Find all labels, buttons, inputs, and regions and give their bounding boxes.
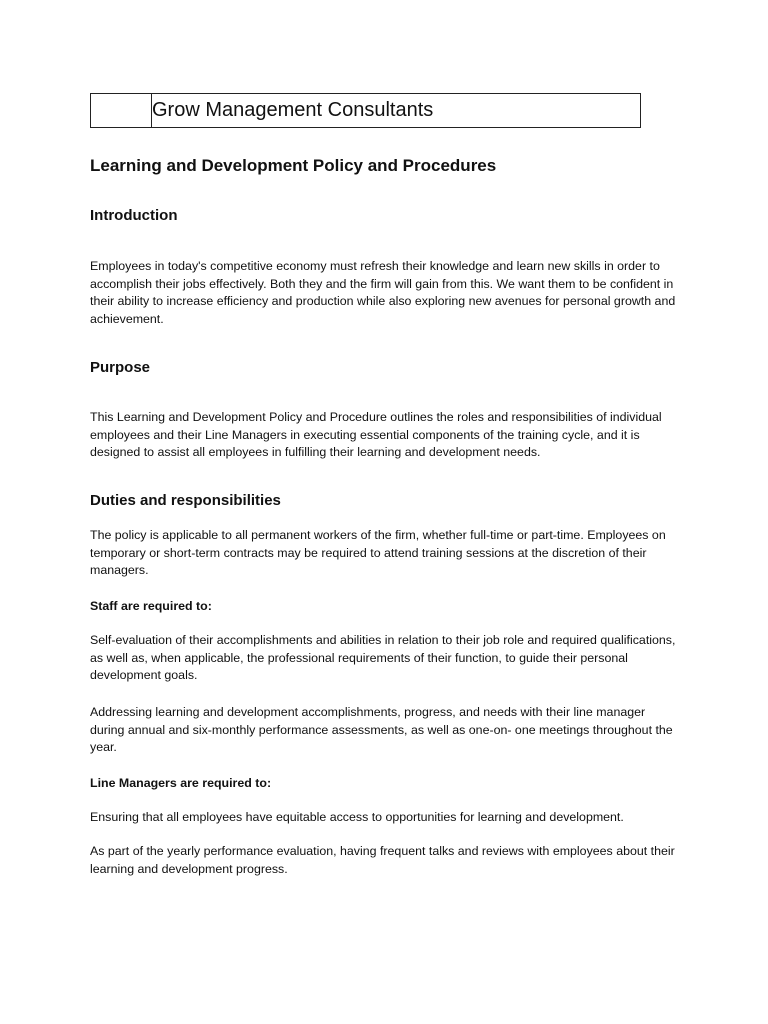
staff-subheading: Staff are required to:: [90, 599, 212, 613]
purpose-heading: Purpose: [90, 359, 151, 376]
introduction-heading: Introduction: [90, 207, 178, 224]
staff-item: Self-evaluation of their accomplishments and abilities in relation to their job role and required qualifications, as well as, when applicable, the professional requirements of their function, to guide their personal development goals.: [90, 633, 676, 683]
managers-subheading: Line Managers are required to:: [90, 776, 272, 790]
manager-item: As part of the yearly performance evaluation, having frequent talks and reviews with employees about their learning and development progress.: [90, 844, 675, 876]
duties-heading: Duties and responsibilities: [90, 492, 281, 509]
document-title: Learning and Development Policy and Procedures: [90, 156, 497, 175]
company-name: Grow Management Consultants: [152, 99, 434, 121]
staff-item: Addressing learning and development accomplishments, progress, and needs with their line manager during annual and six-monthly performance assessments, as well as one-on- one meetings throughout the year.: [90, 705, 673, 755]
purpose-text: This Learning and Development Policy and Procedure outlines the roles and responsibilities of individual employees and their Line Managers in executing essential components of the training cycle, and it is designed to assist all employees in fulfilling their learning and development needs.: [90, 410, 662, 460]
introduction-text: Employees in today's competitive economy must refresh their knowledge and learn new skills in order to accomplish their jobs effectively. Both they and the firm will gain from this. We want them to be confident in their ability to increase efficiency and production while also exploring new avenues for personal growth and achievement.: [90, 259, 676, 327]
header-box: [90, 93, 641, 128]
duties-text: The policy is applicable to all permanent workers of the firm, whether full-time or part-time. Employees on temporary or short-term contracts may be required to attend training sessions at the discretion of their managers.: [90, 528, 666, 578]
manager-item: Ensuring that all employees have equitable access to opportunities for learning and development.: [90, 810, 624, 824]
